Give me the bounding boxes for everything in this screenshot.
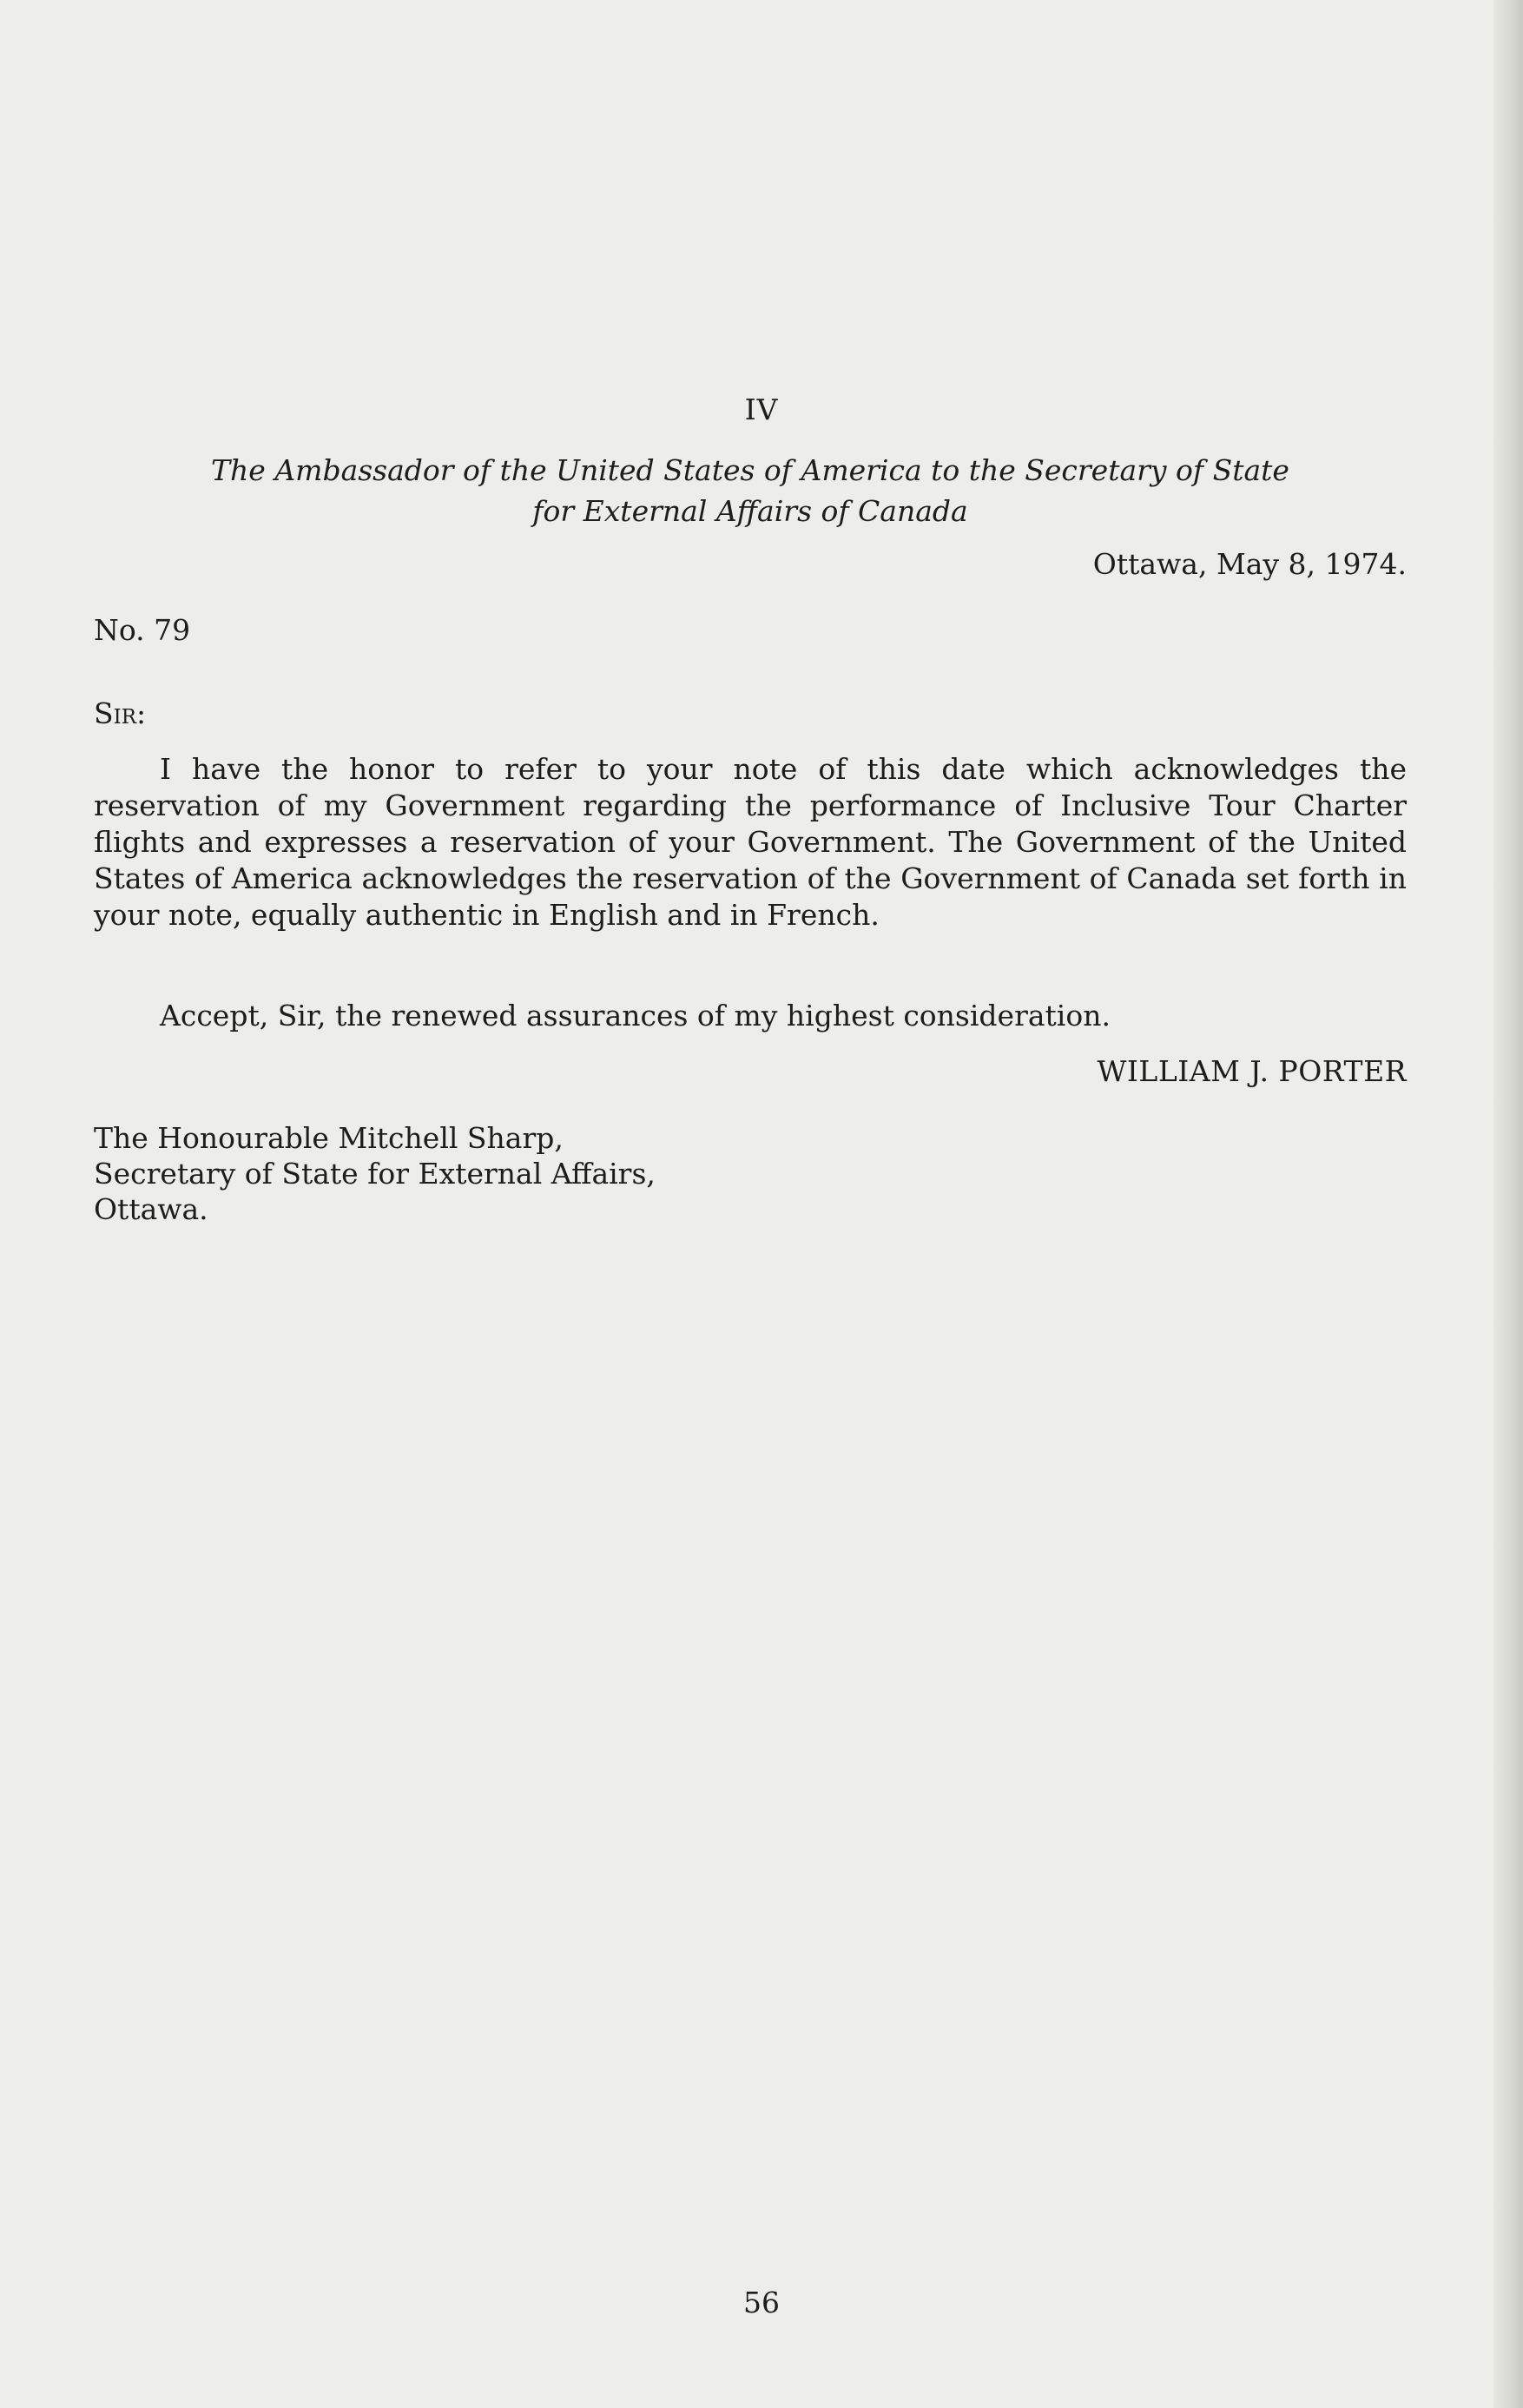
- page-number: 56: [743, 2286, 780, 2319]
- body-paragraph: I have the honor to refer to your note of this date which acknowledges the reservation of my Government regarding the performance of Inclusive Tour Charter flights and expresses a reservation of your Government. The Government of the United States of America acknowledges the reservation of the Government of Canada set forth in your note, equally authentic in English and in French.: [94, 752, 1407, 932]
- heading-line-2: for External Affairs of Canada: [532, 494, 968, 528]
- section-number: IV: [744, 393, 779, 426]
- addressee-block: [94, 1120, 656, 1227]
- signature: WILLIAM J. PORTER: [1097, 1054, 1407, 1088]
- addressee-line-3: Ottawa.: [94, 1192, 208, 1226]
- page-edge-shadow: [1493, 0, 1523, 2408]
- letter-heading: [94, 450, 1407, 531]
- addressee-line-1: The Honourable Mitchell Sharp,: [94, 1121, 564, 1155]
- salutation: Sir:: [94, 696, 147, 730]
- heading-line-1: The Ambassador of the United States of America to the Secretary of State: [211, 453, 1289, 487]
- reference-number: No. 79: [94, 613, 191, 647]
- closing-line: Accept, Sir, the renewed assurances of my highest consideration.: [160, 999, 1111, 1032]
- addressee-line-2: Secretary of State for External Affairs,: [94, 1157, 656, 1191]
- letter-date: Ottawa, May 8, 1974.: [1092, 547, 1407, 581]
